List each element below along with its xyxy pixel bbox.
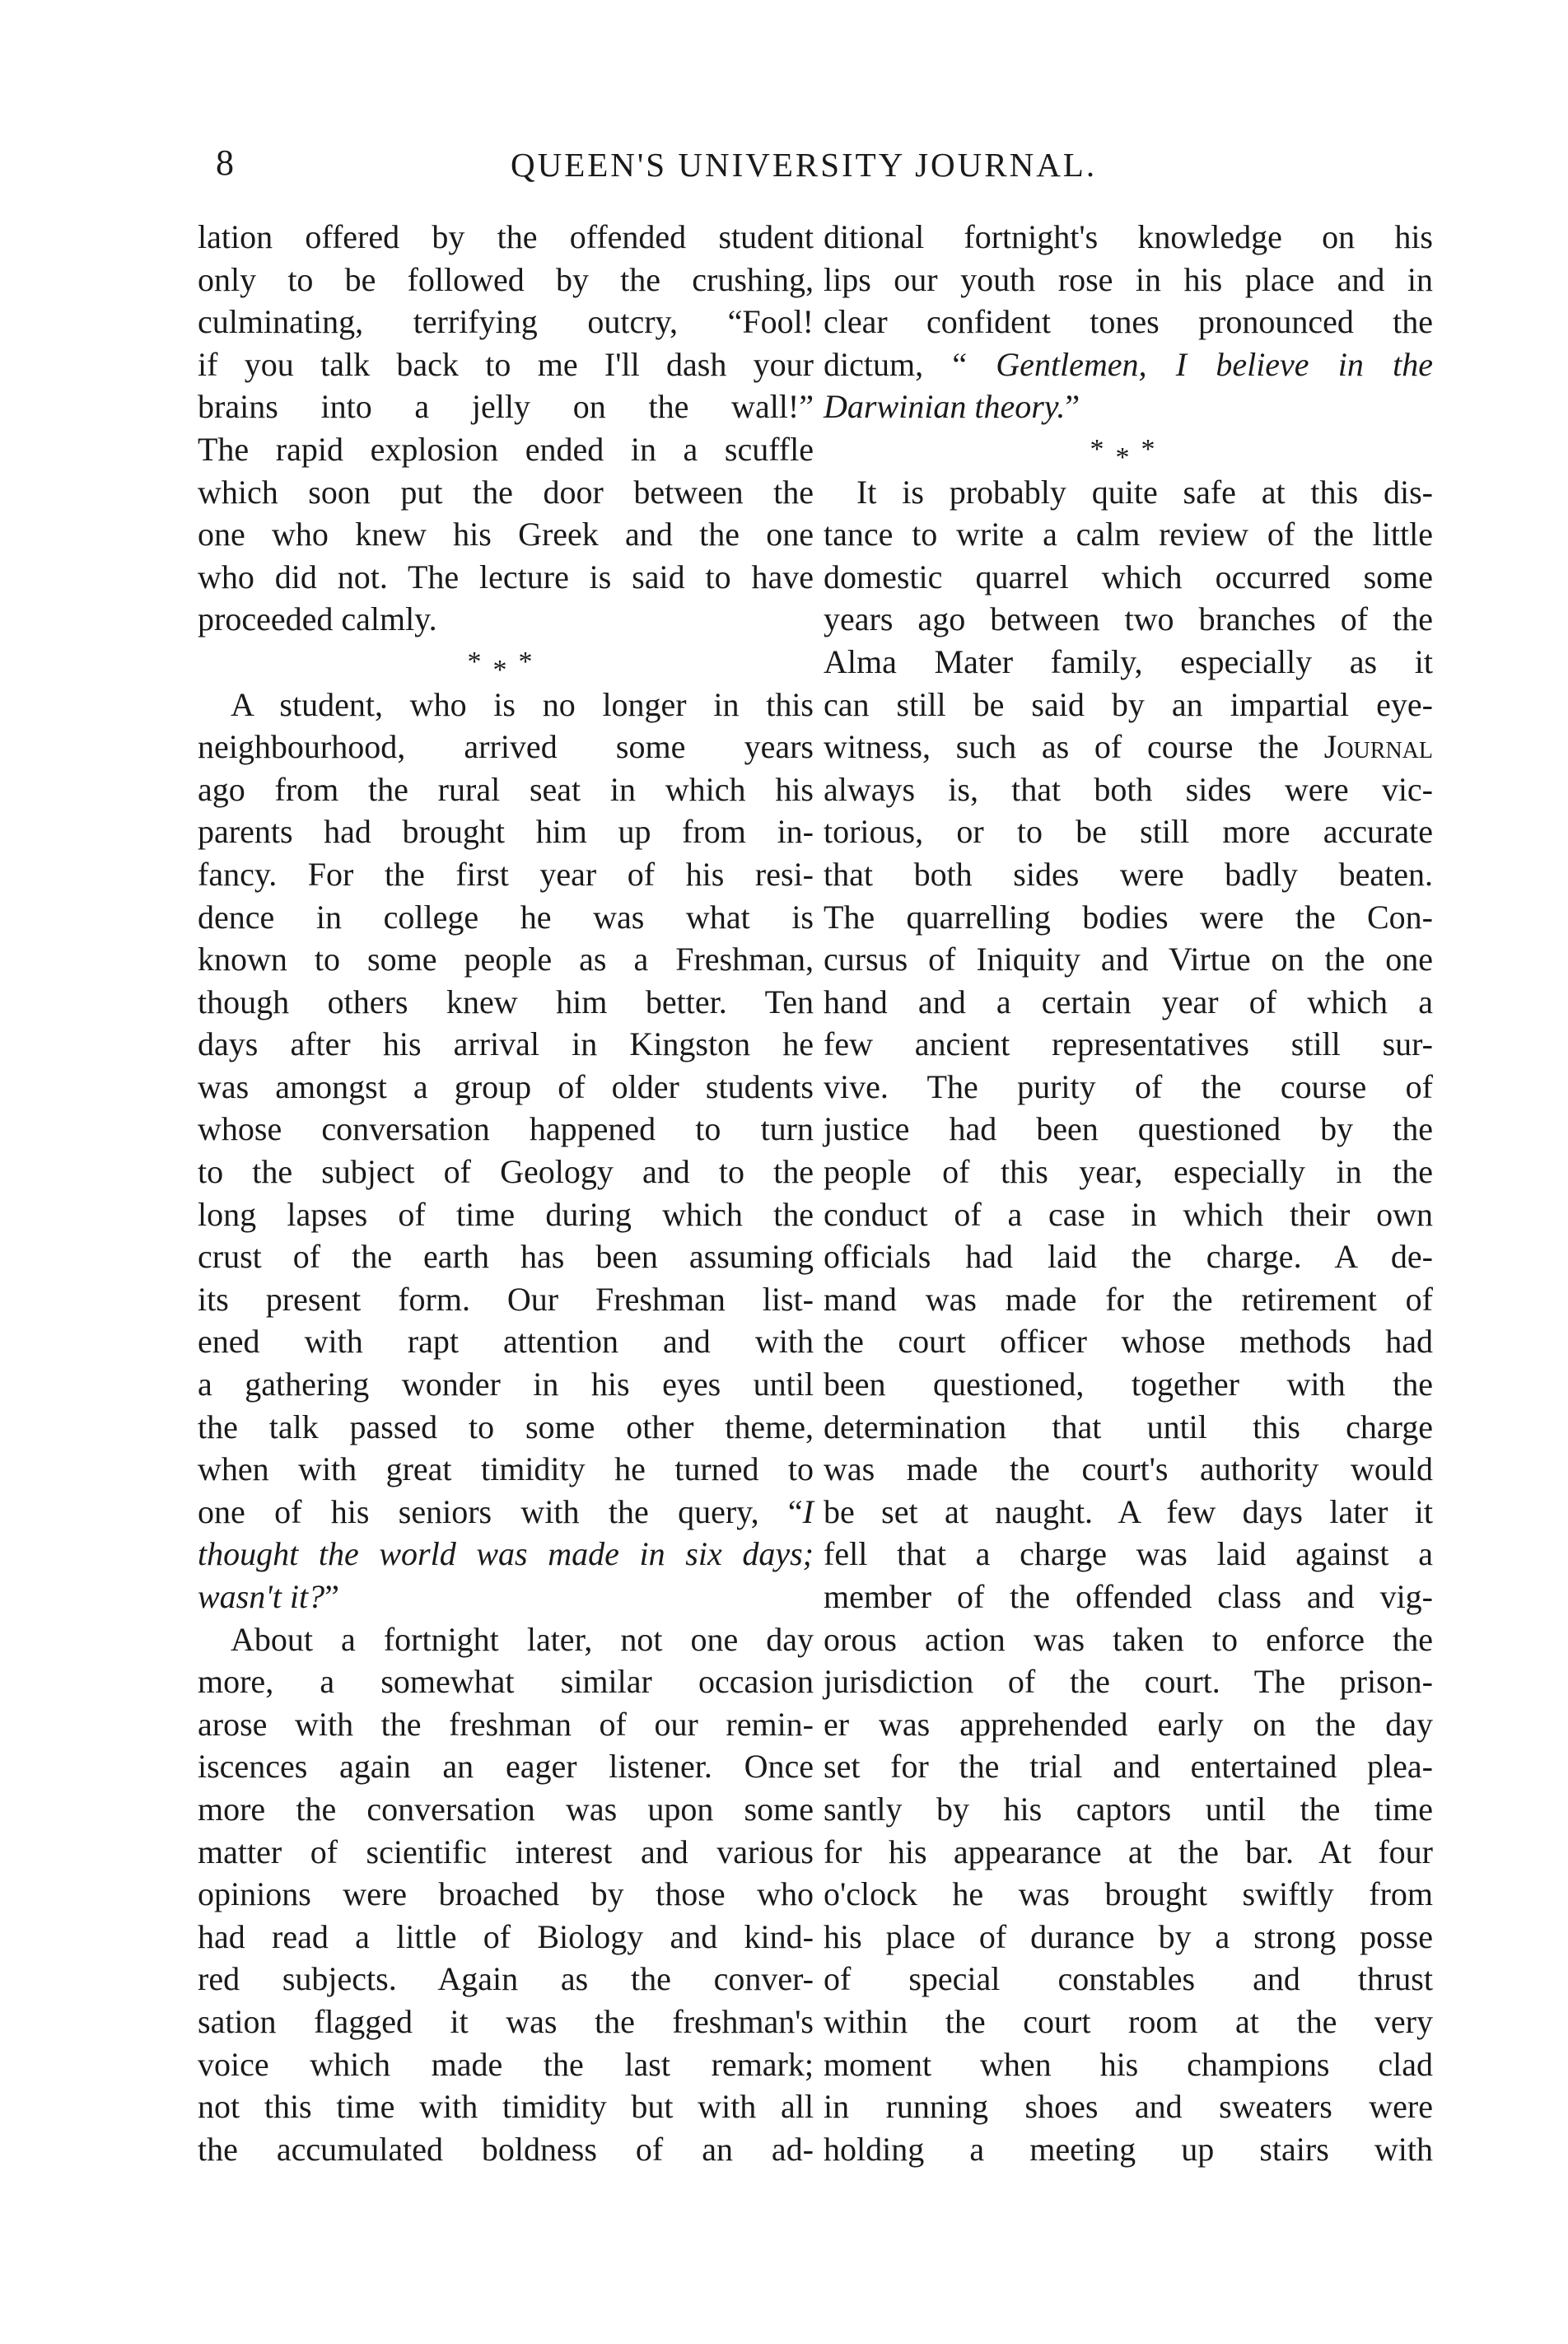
text-line: matter of scientific interest and various — [198, 1833, 814, 1870]
text-line: clear confident tones pronounced the — [824, 303, 1433, 341]
text-run: ” — [1065, 388, 1080, 426]
text-line: officials had laid the charge. A de- — [824, 1238, 1433, 1276]
separator-star: * — [1115, 441, 1141, 473]
italic-quote: Gentlemen, I believe in the — [996, 345, 1433, 383]
text-line: mand was made for the retirement of — [824, 1280, 1433, 1318]
text-line: the talk passed to some other theme, — [198, 1408, 814, 1445]
text-line: been questioned, together with the — [824, 1366, 1433, 1403]
italic-quote: Darwinian theory. — [824, 388, 1066, 426]
text-line: within the court room at the very — [824, 2002, 1433, 2040]
text-line: o'clock he was brought swiftly from — [824, 1875, 1433, 1913]
text-line: vive. The purity of the course of — [824, 1067, 1433, 1105]
text-run: ” — [324, 1578, 339, 1615]
text-line: be set at naught. A few days later it — [824, 1492, 1433, 1530]
separator-star: * — [492, 654, 519, 685]
text-run: one of his seniors with the query, “ — [198, 1492, 803, 1530]
text-line: A student, who is no longer in this — [231, 685, 814, 723]
text-line: santly by his captors until the time — [824, 1790, 1433, 1828]
text-line: tance to write a calm review of the little — [824, 516, 1433, 553]
text-line: er was apprehended early on the day — [824, 1705, 1433, 1743]
text-line — [198, 1491, 814, 1534]
text-line: which soon put the door between the — [198, 473, 814, 511]
italic-quote: wasn't it? — [198, 1578, 325, 1615]
text-line: if you talk back to me I'll dash your — [198, 345, 814, 383]
text-line: proceeded calmly. — [198, 600, 437, 638]
text-line: arose with the freshman of our remin- — [198, 1705, 814, 1743]
text-line: Alma Mater family, especially as it — [824, 642, 1433, 680]
text-line: days after his arrival in Kingston he — [198, 1025, 814, 1063]
text-line: iscences again an eager listener. Once — [198, 1748, 814, 1786]
text-line — [198, 1533, 814, 1576]
running-head: QUEEN'S UNIVERSITY JOURNAL. — [511, 146, 1098, 184]
section-separator — [824, 428, 1433, 471]
text-line: ditional fortnight's knowledge on his — [824, 218, 1433, 255]
text-line: justice had been questioned by the — [824, 1110, 1433, 1148]
text-line: people of this year, especially in the — [824, 1153, 1433, 1191]
text-line: culminating, terrifying outcry, “Fool! — [198, 303, 814, 341]
text-line: orous action was taken to enforce the — [824, 1620, 1433, 1658]
right-column — [824, 216, 1433, 2170]
text-line: was amongst a group of older students — [198, 1067, 814, 1105]
text-line: About a fortnight later, not one day — [231, 1620, 814, 1658]
separator-star: * — [518, 646, 544, 677]
text-line: set for the trial and entertained plea- — [824, 1748, 1433, 1786]
text-line: It is probably quite safe at this dis- — [856, 473, 1433, 511]
text-line: for his appearance at the bar. At four — [824, 1833, 1433, 1870]
text-line: determination that until this charge — [824, 1408, 1433, 1445]
text-line: parents had brought him up from in- — [198, 813, 814, 851]
page-number: 8 — [216, 142, 234, 183]
text-line: hand and a certain year of which a — [824, 983, 1433, 1020]
text-line: torious, or to be still more accurate — [824, 813, 1433, 851]
text-line: always is, that both sides were vic- — [824, 770, 1433, 808]
italic-quote: thought the world was made in six days; — [198, 1535, 814, 1573]
italic-quote: I — [802, 1492, 814, 1530]
text-line: the court officer whose methods had — [824, 1323, 1433, 1361]
text-line: holding a meeting up stairs with — [824, 2130, 1433, 2168]
text-line: only to be followed by the crushing, — [198, 260, 814, 298]
text-line: lips our youth rose in his place and in — [824, 260, 1433, 298]
separator-star: * — [1141, 433, 1167, 465]
text-line: conduct of a case in which their own — [824, 1195, 1433, 1233]
text-line: member of the offended class and vig- — [824, 1578, 1433, 1615]
text-line: opinions were broached by those who — [198, 1875, 814, 1913]
text-line: voice which made the last remark; — [198, 2045, 814, 2083]
text-line: neighbourhood, arrived some years — [198, 728, 814, 766]
text-line: more, a somewhat similar occasion — [198, 1663, 814, 1701]
text-line: brains into a jelly on the wall!” — [198, 388, 814, 426]
text-line: lation offered by the offended student — [198, 218, 814, 255]
text-line — [824, 343, 1433, 386]
text-line: whose conversation happened to turn — [198, 1110, 814, 1148]
text-line: The quarrelling bodies were the Con- — [824, 898, 1433, 936]
text-line: few ancient representatives still sur- — [824, 1025, 1433, 1063]
text-line: sation flagged it was the freshman's — [198, 2002, 814, 2040]
text-line: the accumulated boldness of an ad- — [198, 2130, 814, 2168]
journal-name: Journal — [1323, 728, 1433, 766]
text-run: dictum, “ — [824, 345, 996, 383]
text-line: can still be said by an impartial eye- — [824, 685, 1433, 723]
text-line: not this time with timidity but with all — [198, 2088, 814, 2126]
text-line: when with great timidity he turned to — [198, 1450, 814, 1488]
text-line: ago from the rural seat in which his — [198, 770, 814, 808]
text-line: jurisdiction of the court. The prison- — [824, 1663, 1433, 1701]
text-line: was made the court's authority would — [824, 1450, 1433, 1488]
text-line: ened with rapt attention and with — [198, 1323, 814, 1361]
text-line: dence in college he was what is — [198, 898, 814, 936]
text-line: red subjects. Again as the conver- — [198, 1960, 814, 1998]
text-line: its present form. Our Freshman list- — [198, 1280, 814, 1318]
section-separator — [198, 641, 814, 684]
text-line: of special constables and thrust — [824, 1960, 1433, 1998]
text-line: domestic quarrel which occurred some — [824, 558, 1433, 595]
text-line: though others knew him better. Ten — [198, 983, 814, 1020]
left-column — [198, 216, 814, 2170]
separator-star: * — [1090, 433, 1116, 465]
text-line: more the conversation was upon some — [198, 1790, 814, 1828]
text-line: in running shoes and sweaters were — [824, 2088, 1433, 2126]
text-run: witness, such as of course the — [824, 728, 1324, 766]
text-line: known to some people as a Freshman, — [198, 941, 814, 978]
text-line: The rapid explosion ended in a scuffle — [198, 430, 814, 468]
text-line: fell that a charge was laid against a — [824, 1535, 1433, 1573]
text-line: cursus of Iniquity and Virtue on the one — [824, 941, 1433, 978]
text-line — [824, 726, 1433, 768]
text-line: a gathering wonder in his eyes until — [198, 1366, 814, 1403]
text-line: moment when his champions clad — [824, 2045, 1433, 2083]
text-line — [824, 385, 1433, 428]
separator-star: * — [467, 646, 493, 677]
text-line: one who knew his Greek and the one — [198, 516, 814, 553]
text-line: fancy. For the first year of his resi- — [198, 855, 814, 893]
text-line: long lapses of time during which the — [198, 1195, 814, 1233]
text-line: his place of durance by a strong posse — [824, 1917, 1433, 1955]
text-line: crust of the earth has been assuming — [198, 1238, 814, 1276]
text-line: who did not. The lecture is said to have — [198, 558, 814, 595]
text-line: had read a little of Biology and kind- — [198, 1917, 814, 1955]
text-line: that both sides were badly beaten. — [824, 855, 1433, 893]
text-line: years ago between two branches of the — [824, 600, 1433, 638]
text-line — [198, 1576, 814, 1618]
text-line: to the subject of Geology and to the — [198, 1153, 814, 1191]
